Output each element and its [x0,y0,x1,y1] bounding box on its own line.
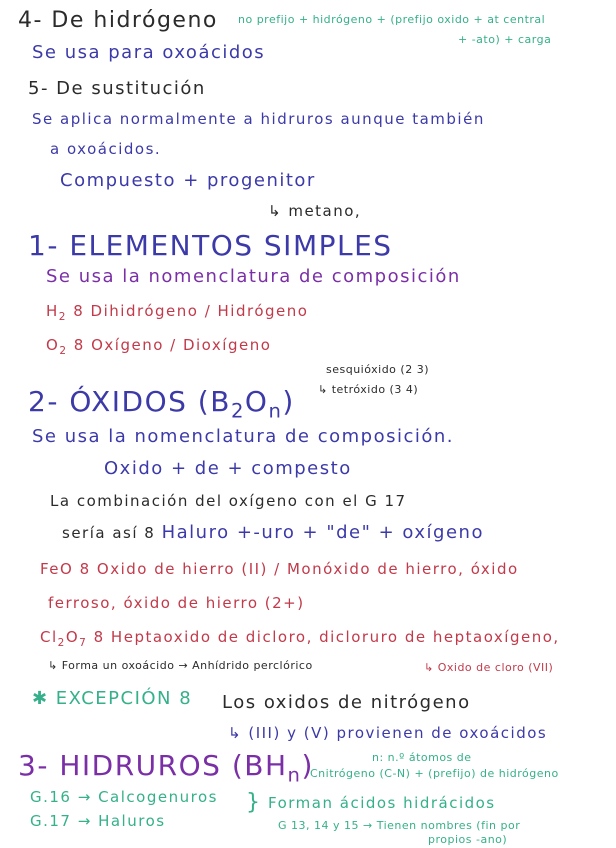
section-4-note: no prefijo + hidrógeno + (prefijo oxido + at central [238,13,546,26]
heading-oxidos-formula: $(B_2O_n)$ [197,385,295,423]
example-h2-names: 8 Dihidrógeno / Hidrógeno [73,302,309,320]
formula-h-subscript: 2 [58,311,67,323]
section-5-description-2: a oxoácidos. [50,140,162,158]
example-cl2o7-names: 8 Heptaoxido de dicloro, dicloruro de heptaoxígeno, [93,628,560,646]
section-4-usage: Se usa para oxoácidos [32,42,266,63]
section-5-title: 5- De sustitución [28,78,206,99]
exception-text: Los oxidos de nitrógeno [222,692,471,713]
example-cl2o7-note: ↳ Forma un oxoácido → Anhídrido perclórico [48,659,313,672]
heading-oxidos [28,385,295,423]
oxidos-combination-2 [62,524,484,542]
exception-sub: ↳ (III) y (V) provienen de oxoácidos [228,724,548,742]
elementos-description: Se usa la nomenclatura de composición [46,266,461,287]
hidruros-g17: G.17 → Haluros [30,812,166,830]
example-h2 [46,304,308,323]
hidruros-brace: } [246,790,262,815]
formula-h: H [46,302,59,320]
hidruros-g13: G 13, 14 y 15 → Tienen nombres (fin por [278,819,521,832]
oxidos-description: Se usa la nomenclatura de composición. [32,426,455,447]
section-4-note-2: + -ato) + carga [458,33,552,46]
hidruros-side-note: n: n.º átomos de [372,751,472,764]
heading-elementos-simples: 1- ELEMENTOS SIMPLES [28,229,393,262]
formula-o: O [46,336,60,354]
example-cl2o7: $Cl_2O_7$ 8 Heptaoxido de dicloro, dicloruro de heptaoxígeno, [40,628,560,649]
section-5-example: ↳ metano, [268,202,362,220]
exception-label: ✱ EXCEPCIÓN 8 [32,688,193,709]
example-feo-2: ferroso, óxido de hierro (2+) [48,594,305,612]
example-feo: FeO 8 Oxido de hierro (II) / Monóxido de hierro, óxido [40,560,519,578]
section-5-description: Se aplica normalmente a hidruros aunque también [32,110,485,128]
heading-hidruros [18,749,314,787]
example-o2 [46,338,271,357]
oxidos-combination-lead: sería así 8 [62,524,156,542]
heading-hidruros-label: 3- HIDRUROS [18,749,222,782]
oxidos-rule: Oxido + de + compesto [104,458,352,479]
heading-oxidos-label: 2- ÓXIDOS [28,385,188,418]
section-4-title: 4- De hidrógeno [18,8,218,33]
section-5-formula: Compuesto + progenitor [60,170,316,191]
example-o2-names: 8 Oxígeno / Dioxígeno [73,336,272,354]
hidruros-side-note-2: Cnitrógeno (C-N) + (prefijo) de hidrógeno [310,767,559,780]
oxidos-side-note: sesquióxido (2 3) [326,363,429,376]
oxidos-combination: La combinación del oxígeno con el G 17 [50,492,407,510]
formula-o-subscript: 2 [59,345,68,357]
oxidos-side-note-2: ↳ tetróxido (3 4) [318,383,419,396]
hidruros-g16: G.16 → Calcogenuros [30,788,218,806]
example-cl2o7-side: ↳ Oxido de cloro (VII) [424,661,554,674]
oxidos-combination-formula: Haluro +-uro + "de" + oxígeno [161,522,484,543]
heading-hidruros-formula: $(BH_n)$ [231,749,314,787]
hidruros-brace-text: Forman ácidos hidrácidos [268,794,496,812]
hidruros-g13-2: propios -ano) [428,833,508,846]
